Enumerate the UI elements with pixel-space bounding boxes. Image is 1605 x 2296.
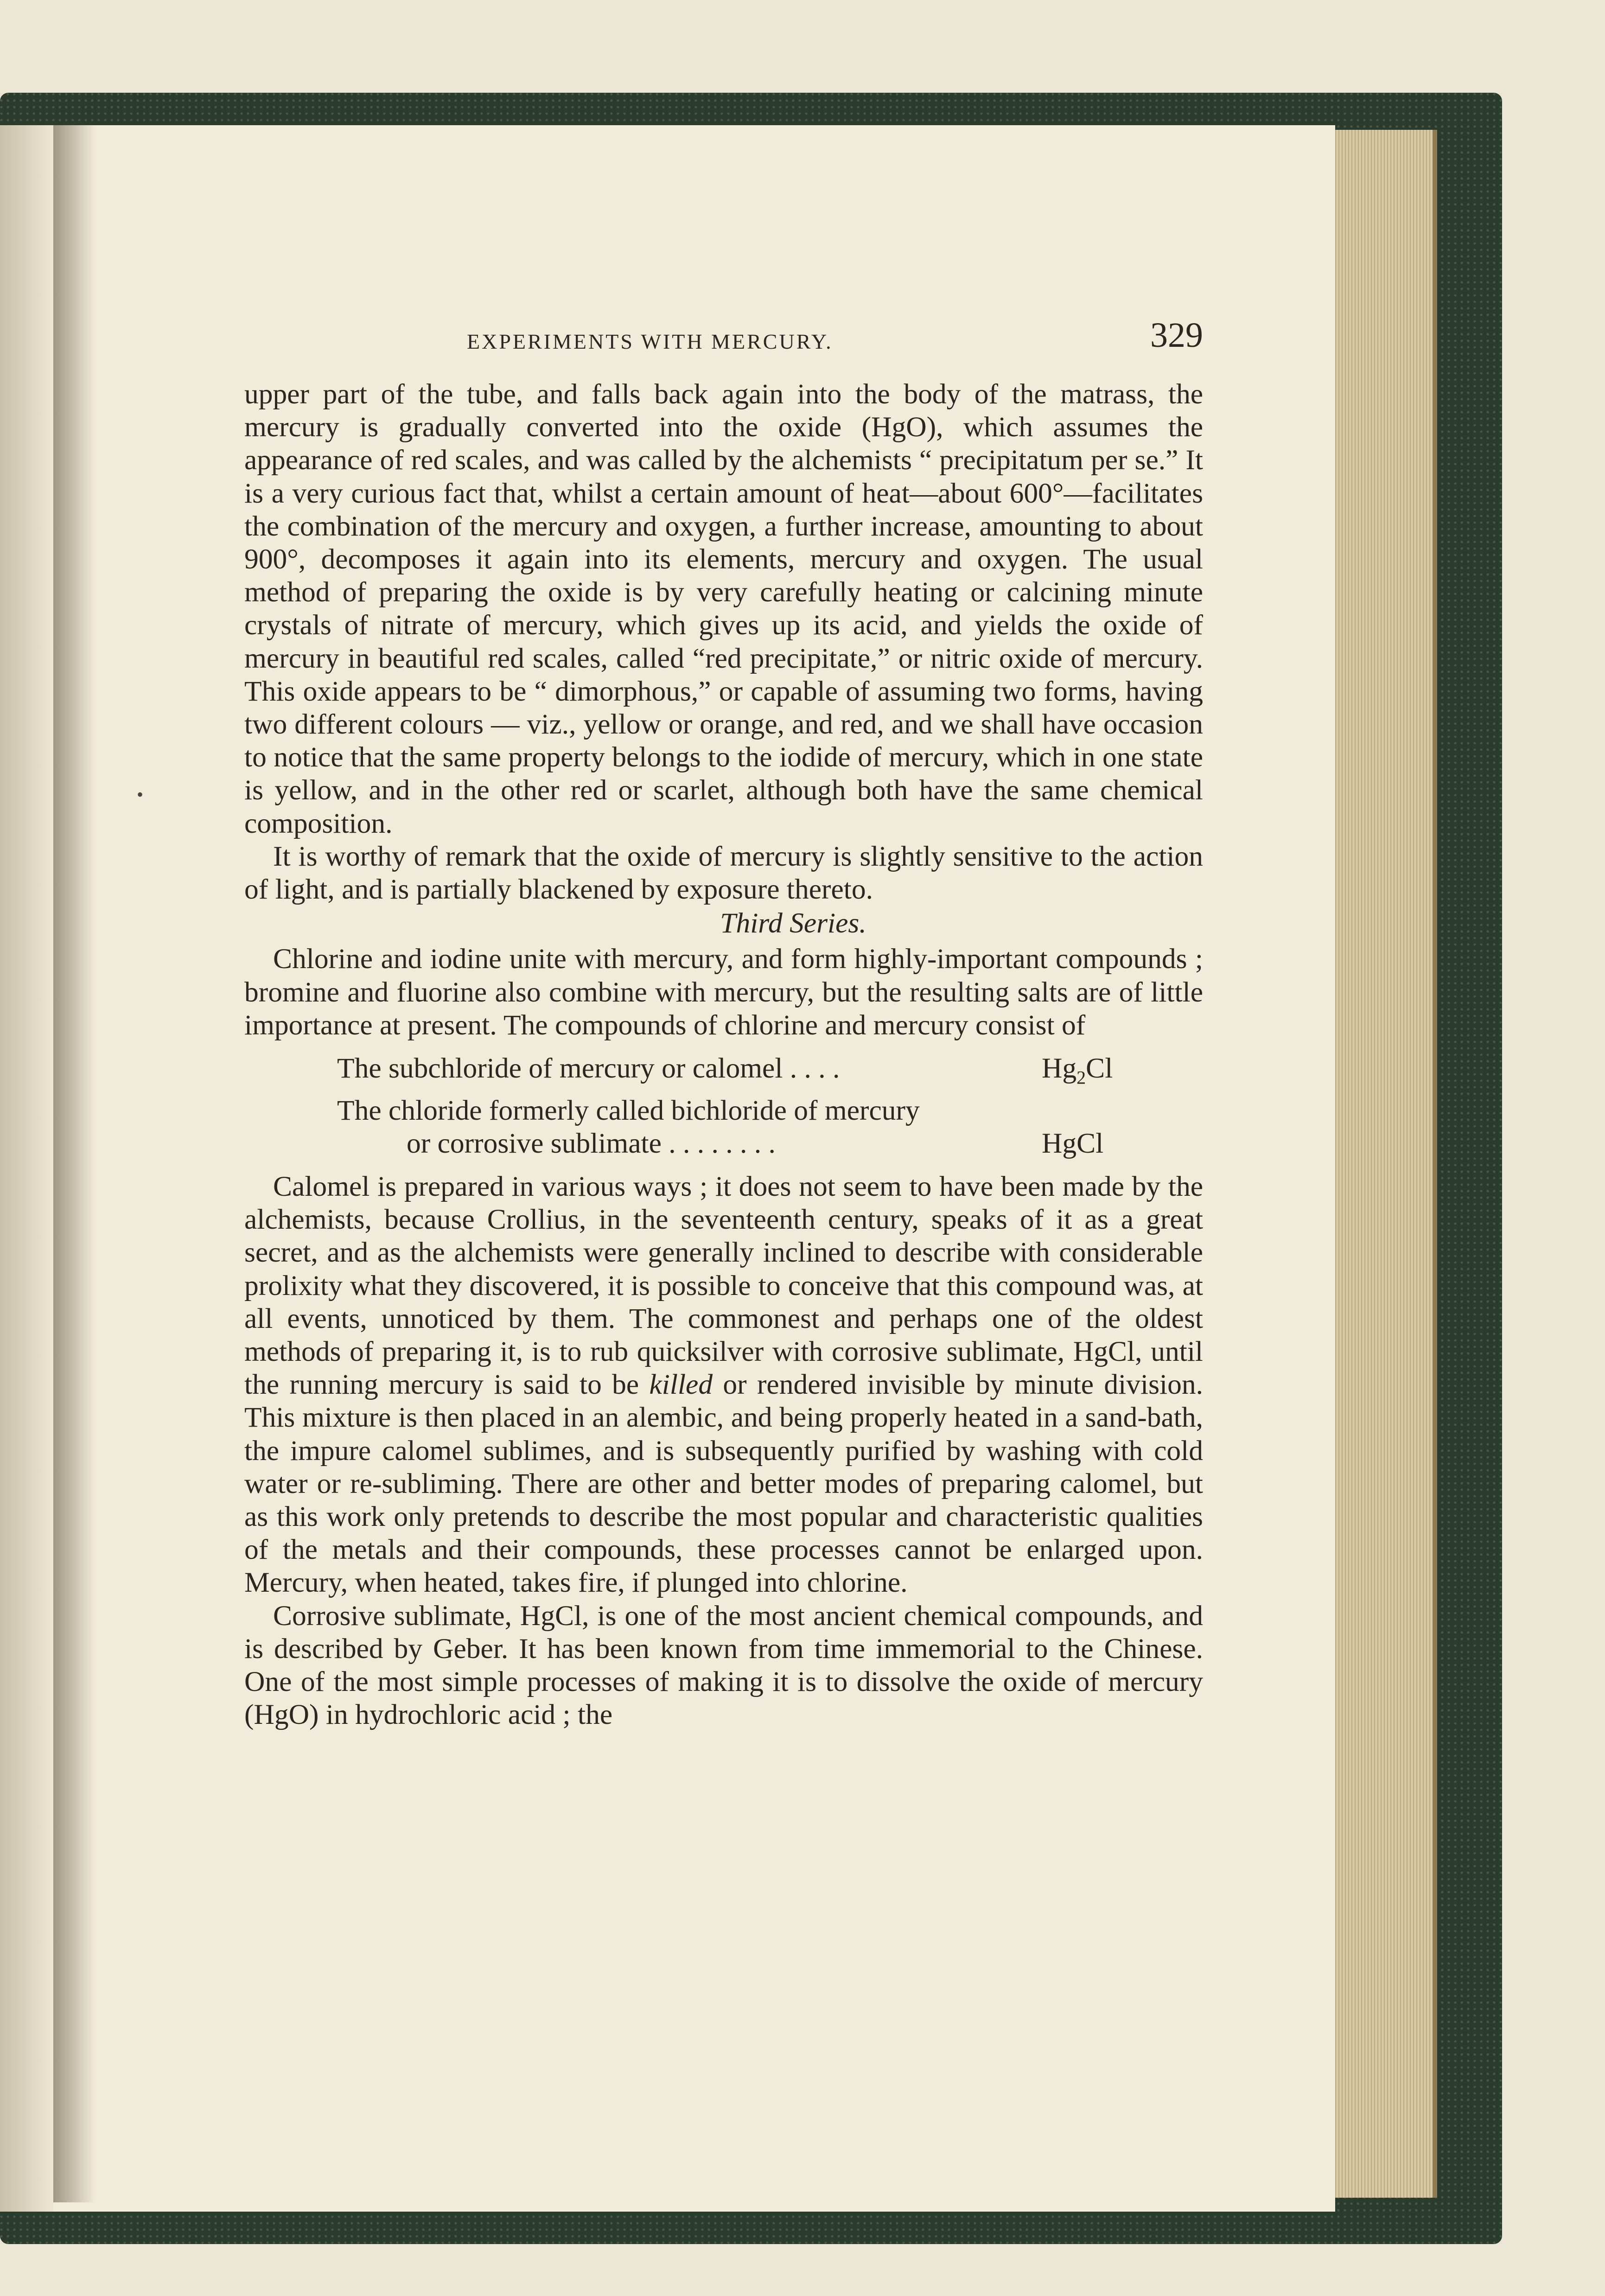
compound-formula: HgCl [1042, 1127, 1104, 1159]
formula-subscript: 2 [1076, 1067, 1086, 1088]
margin-mark: • [137, 784, 144, 805]
paragraph-4-part-2: or rendered invisible by minute division. This mixture is then placed in an alembic, and being properly heated in a sand-bath, the impure calomel sublimes, and is subsequently purified by washing with cold water or re-subliming. There are other and better modes of preparing calomel, but as this work only pretends to describe the most popular and characteristic qualities of the metals and their compounds, these processes cannot be enlarged upon. Mercury, when heated, takes fire, if plunged into chlorine. [244, 1369, 1203, 1599]
paragraph-4-part-1: Calomel is prepared in various ways ; it does not seem to have been made by the alchemists, because Crollius, in the seventeenth century, speaks of it as a great secret, and as the alchemists were generally inclined to describe with considerable prolixity what they discovered, it is possible to conceive that this compound was, at all events, unnoticed by them. The commonest and perhaps one of the oldest methods of preparing it, is to rub quicksilver with corrosive sublimate, HgCl, until the running mercury is said to be [244, 1170, 1203, 1401]
running-title: EXPERIMENTS WITH MERCURY. [467, 330, 833, 353]
paragraph-1: upper part of the tube, and falls back again into the body of the matrass, the mercury is gradually converted into the oxide (HgO), which assumes the appearance of red scales, and was called by the alchemists “ precipitatum per se.” It is a very curious fact that, whilst a certain amount of heat—about 600°—facilitates the combination of the mercury and oxygen, a further increase, amounting to about 900°, decomposes it again into its elements, mercury and oxygen. The usual method of preparing the oxide is by very carefully heating or calcining minute crystals of nitrate of mercury, which gives up its acid, and yields the oxide of mercury in beautiful red scales, called “red precipitate,” or nitric oxide of mercury. This oxide appears to be “ dimorphous,” or capable of assuming two forms, having two different colours — viz., yellow or orange, and red, and we shall have occasion to notice that the same property belongs to the iodide of mercury, which in one state is yellow, and in the other red or scarlet, although both have the same chemical composition. [244, 378, 1203, 839]
compound-row-calomel [337, 1052, 1125, 1094]
paragraph-2: It is worthy of remark that the oxide of mercury is slightly sensitive to the action of light, and is partially blackened by exposure thereto. [244, 840, 1203, 906]
paragraph-3: Chlorine and iodine unite with mercury, and form highly-important compounds ; bromine and fluorine also combine with mercury, but the resulting salts are of little importance at present. The compounds of chlorine and mercury consist of [244, 943, 1203, 1041]
running-head [244, 315, 1203, 366]
page-number: 329 [1150, 316, 1203, 355]
compound-list [244, 1052, 1203, 1160]
body-text [244, 378, 1203, 1731]
compound-row-chloride [337, 1094, 1125, 1127]
paragraph-5: Corrosive sublimate, HgCl, is one of the most ancient chemical compounds, and is described by Geber. It has been known from time immemorial to the Chinese. One of the most simple processes of making it is to dissolve the oxide of mercury (HgO) in hydrochloric acid ; the [244, 1600, 1203, 1731]
previous-page-edge [0, 125, 56, 2212]
compound-row-corrosive [337, 1127, 1125, 1160]
compound-formula [1042, 1052, 1125, 1094]
section-heading: Third Series. [720, 907, 866, 939]
compound-name: The chloride formerly called bichloride of mercury [337, 1094, 920, 1126]
formula-tail: Cl [1086, 1052, 1113, 1084]
paragraph-4-italic: killed [649, 1369, 713, 1401]
gutter-shadow [53, 125, 95, 2202]
book-page [53, 125, 1335, 2212]
formula-base: Hg [1042, 1052, 1077, 1084]
compound-name: or corrosive sublimate . . . . . . . . [407, 1127, 776, 1159]
paragraph-4 [244, 1170, 1203, 1600]
compound-name: The subchloride of mercury or calomel . . . . [337, 1052, 840, 1084]
